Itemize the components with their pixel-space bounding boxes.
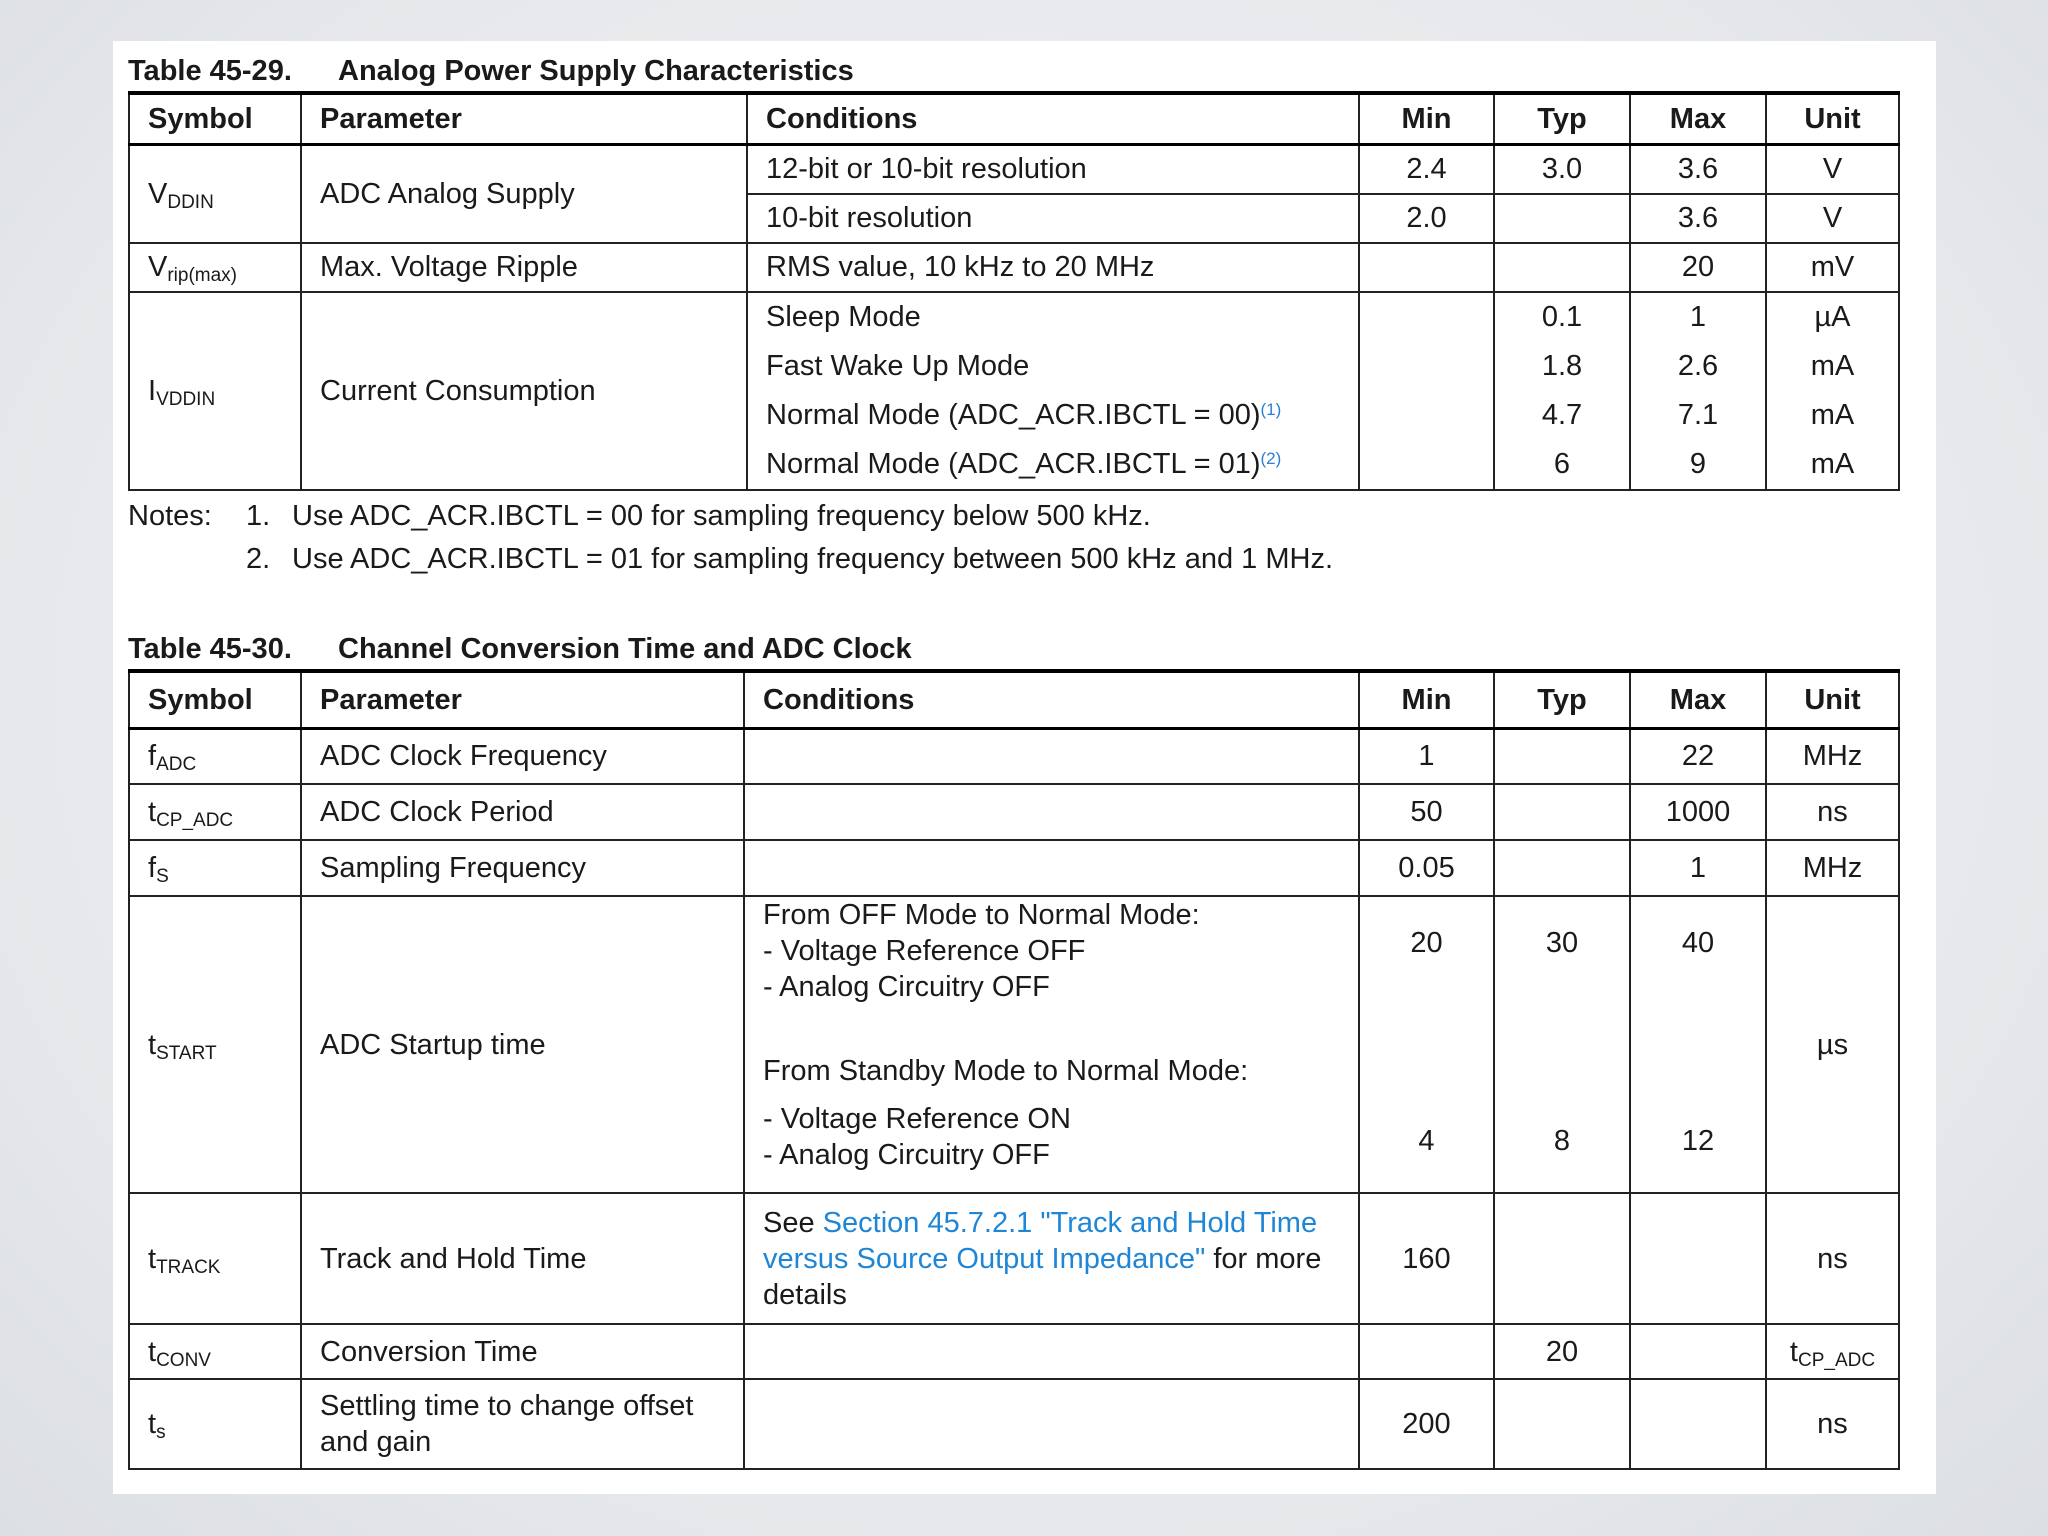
parameter-cell: Current Consumption — [301, 292, 747, 490]
table-title: Analog Power Supply Characteristics — [338, 55, 854, 87]
typ-cell — [1494, 243, 1630, 292]
col-header-symbol: Symbol — [129, 671, 301, 729]
table-row — [129, 292, 1899, 490]
note-1: Notes: 1. Use ADC_ACR.IBCTL = 00 for sampling frequency below 500 kHz. — [128, 495, 1898, 538]
min-cell — [1359, 292, 1494, 490]
max-cell: 3.6 — [1630, 194, 1766, 243]
unit-cell: µs — [1766, 896, 1899, 1193]
col-header-min: Min — [1359, 671, 1494, 729]
section-link[interactable]: versus Source Output Impedance" — [763, 1242, 1206, 1275]
min-cell — [1359, 1324, 1494, 1379]
table-row — [129, 1379, 1899, 1469]
table-row — [129, 784, 1899, 840]
col-header-parameter: Parameter — [301, 93, 747, 145]
col-header-unit: Unit — [1766, 93, 1899, 145]
unit-cell: mV — [1766, 243, 1899, 292]
parameter-cell: ADC Startup time — [301, 896, 744, 1193]
unit-cell: $t_{CP\_ADC}$ — [1766, 1324, 1899, 1379]
parameter-cell: ADC Clock Frequency — [301, 728, 744, 784]
typ-cell: 20 — [1494, 1324, 1630, 1379]
symbol-cell: $f_S$ — [129, 840, 301, 896]
unit-cell: ns — [1766, 1379, 1899, 1469]
condition-line: Fast Wake Up Mode — [766, 349, 1030, 382]
table-caption — [128, 51, 1898, 91]
typ-cell — [1494, 1379, 1630, 1469]
min-cell: 50 — [1359, 784, 1494, 840]
conditions-cell: From OFF Mode to Normal Mode: - Voltage Reference OFF - Analog Circuitry OFF From Standby Mode to Normal Mode: - Voltage Reference ON - Analog Circuitry OFF — [744, 896, 1359, 1193]
table-row — [129, 728, 1899, 784]
symbol-cell: $I_{VDDIN}$ — [129, 292, 301, 490]
col-header-unit: Unit — [1766, 671, 1899, 729]
table-notes — [128, 495, 1898, 581]
conditions-cell: 12-bit or 10-bit resolution — [747, 145, 1359, 194]
symbol-cell: $t_{START}$ — [129, 896, 301, 1193]
datasheet-page — [113, 41, 1936, 1494]
max-cell: 1 — [1630, 840, 1766, 896]
conditions-cell — [744, 1324, 1359, 1379]
col-header-max: Max — [1630, 93, 1766, 145]
col-header-typ: Typ — [1494, 671, 1630, 729]
parameter-cell: Conversion Time — [301, 1324, 744, 1379]
col-header-min: Min — [1359, 93, 1494, 145]
typ-cell — [1494, 784, 1630, 840]
col-header-conditions: Conditions — [744, 671, 1359, 729]
unit-cell: V — [1766, 145, 1899, 194]
symbol-cell: $t_{TRACK}$ — [129, 1193, 301, 1324]
parameter-cell: ADC Analog Supply — [301, 145, 747, 243]
typ-cell: 0.1 1.8 4.7 6 — [1494, 292, 1630, 490]
parameter-cell: Track and Hold Time — [301, 1193, 744, 1324]
conditions-cell: RMS value, 10 kHz to 20 MHz — [747, 243, 1359, 292]
parameter-cell: Sampling Frequency — [301, 840, 744, 896]
max-cell: 20 — [1630, 243, 1766, 292]
col-header-conditions: Conditions — [747, 93, 1359, 145]
typ-cell — [1494, 728, 1630, 784]
col-header-symbol: Symbol — [129, 93, 301, 145]
table-caption — [128, 629, 1898, 669]
symbol-cell: $f_{ADC}$ — [129, 728, 301, 784]
unit-cell: ns — [1766, 1193, 1899, 1324]
max-cell: 40 12 — [1630, 896, 1766, 1193]
max-cell: 1 2.6 7.1 9 — [1630, 292, 1766, 490]
symbol-cell: $V_{rip(max)}$ — [129, 243, 301, 292]
notes-label: Notes: — [128, 499, 212, 532]
page-content — [128, 51, 1898, 1470]
unit-cell: MHz — [1766, 840, 1899, 896]
table-row — [129, 896, 1899, 1193]
condition-line: Normal Mode (ADC_ACR.IBCTL = 01)$^{(2)}$ — [766, 447, 1282, 480]
table-row — [129, 243, 1899, 292]
min-cell: 160 — [1359, 1193, 1494, 1324]
conditions-cell — [744, 1379, 1359, 1469]
parameter-cell: ADC Clock Period — [301, 784, 744, 840]
col-header-max: Max — [1630, 671, 1766, 729]
symbol-cell: $V_{DDIN}$ — [129, 145, 301, 243]
min-cell: 200 — [1359, 1379, 1494, 1469]
unit-cell: ns — [1766, 784, 1899, 840]
max-cell: 1000 — [1630, 784, 1766, 840]
analog-power-supply-table — [128, 91, 1900, 491]
table-number: Table 45-30. — [128, 632, 292, 665]
typ-cell — [1494, 1193, 1630, 1324]
conditions-cell: 10-bit resolution — [747, 194, 1359, 243]
max-cell: 3.6 — [1630, 145, 1766, 194]
footnote-ref: (1) — [1260, 399, 1282, 419]
min-cell: 1 — [1359, 728, 1494, 784]
table-row — [129, 840, 1899, 896]
conditions-cell — [744, 728, 1359, 784]
conditions-cell — [747, 292, 1359, 490]
min-cell: 20 4 — [1359, 896, 1494, 1193]
typ-cell: 30 8 — [1494, 896, 1630, 1193]
min-cell: 2.4 — [1359, 145, 1494, 194]
table-number: Table 45-29. — [128, 55, 292, 87]
unit-cell: µA mA mA mA — [1766, 292, 1899, 490]
condition-line: Normal Mode (ADC_ACR.IBCTL = 00)$^{(1)}$ — [766, 398, 1282, 431]
condition-line: Sleep Mode — [766, 300, 921, 333]
min-cell — [1359, 243, 1494, 292]
col-header-parameter: Parameter — [301, 671, 744, 729]
table-row — [129, 1193, 1899, 1324]
typ-cell — [1494, 840, 1630, 896]
max-cell — [1630, 1379, 1766, 1469]
min-cell: 0.05 — [1359, 840, 1494, 896]
symbol-cell: $t_{CONV}$ — [129, 1324, 301, 1379]
table-row — [129, 1324, 1899, 1379]
unit-cell: V — [1766, 194, 1899, 243]
conversion-time-table — [128, 669, 1900, 1471]
unit-cell: MHz — [1766, 728, 1899, 784]
header-row — [129, 671, 1899, 729]
parameter-cell: Max. Voltage Ripple — [301, 243, 747, 292]
col-header-typ: Typ — [1494, 93, 1630, 145]
min-cell: 2.0 — [1359, 194, 1494, 243]
conditions-cell: See Section 45.7.2.1 "Track and Hold Time versus Source Output Impedance" for more details — [744, 1193, 1359, 1324]
table-title: Channel Conversion Time and ADC Clock — [338, 632, 912, 665]
note-2: 2. Use ADC_ACR.IBCTL = 01 for sampling frequency between 500 kHz and 1 MHz. — [246, 542, 1333, 575]
section-link[interactable]: Section 45.7.2.1 "Track and Hold Time — [822, 1206, 1318, 1239]
max-cell — [1630, 1193, 1766, 1324]
parameter-cell: Settling time to change offset and gain — [301, 1379, 744, 1469]
typ-cell: 3.0 — [1494, 145, 1630, 194]
footnote-ref: (2) — [1260, 448, 1282, 468]
symbol-cell: $t_s$ — [129, 1379, 301, 1469]
max-cell — [1630, 1324, 1766, 1379]
typ-cell — [1494, 194, 1630, 243]
header-row — [129, 93, 1899, 145]
conditions-cell — [744, 840, 1359, 896]
max-cell: 22 — [1630, 728, 1766, 784]
conditions-cell — [744, 784, 1359, 840]
table-row — [129, 145, 1899, 194]
symbol-cell: $t_{CP\_ADC}$ — [129, 784, 301, 840]
